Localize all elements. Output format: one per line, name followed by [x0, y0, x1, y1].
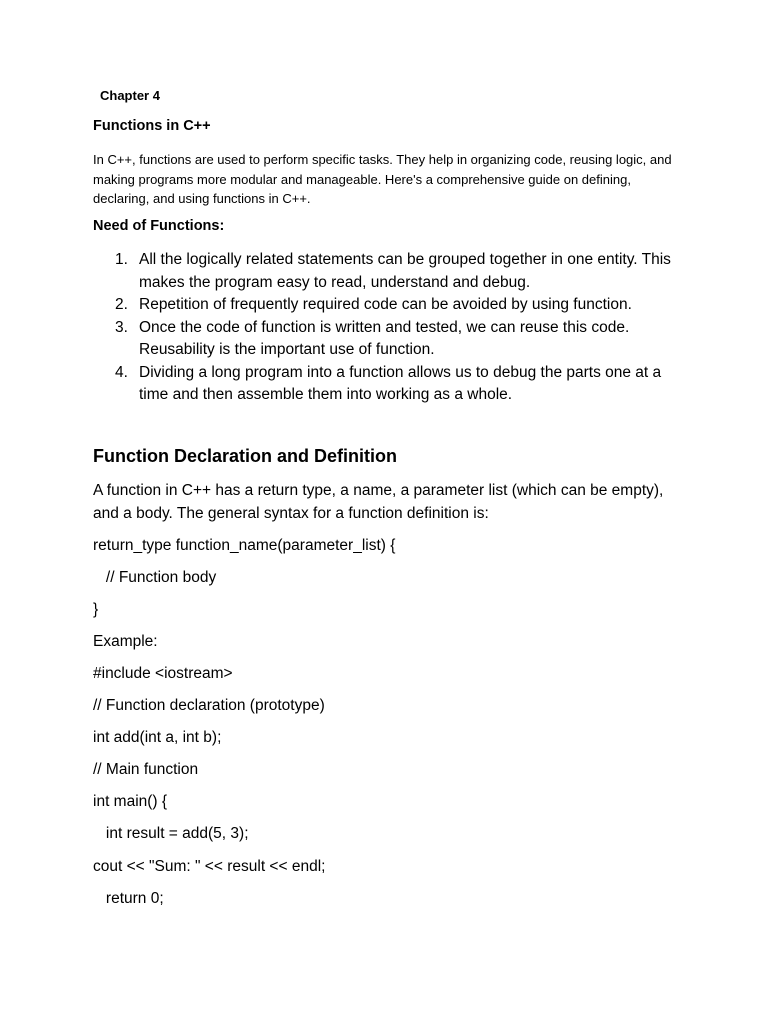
list-item: [93, 362, 683, 407]
chapter-label: Chapter 4: [100, 88, 160, 103]
code-line: int add(int a, int b);: [93, 729, 222, 746]
section-heading-declaration: Function Declaration and Definition: [93, 446, 398, 466]
list-item: [93, 294, 683, 317]
list-item-text: Repetition of frequently required code can be avoided by using function.: [139, 296, 632, 313]
intro-paragraph: In C++, functions are used to perform specific tasks. They help in organizing code, reusing logic, and making programs more modular and manageable. Here's a comprehensive guide on defining, declaring, and using functions in C++.: [93, 152, 672, 206]
need-list: [93, 249, 683, 407]
section-heading-functions: Functions in C++: [93, 118, 211, 134]
code-line: return 0;: [93, 890, 164, 907]
list-item-text: Once the code of function is written and tested, we can reuse this code. Reusability is the important use of function.: [139, 318, 630, 358]
list-item-text: All the logically related statements can be grouped together in one entity. This makes the program easy to read, understand and debug.: [139, 251, 671, 291]
code-line: }: [93, 601, 99, 618]
list-item: [93, 317, 683, 362]
list-item-number: 1.: [115, 251, 128, 268]
code-line: Example:: [93, 633, 158, 650]
list-item-number: 4.: [115, 363, 128, 381]
list-item-number: 3.: [115, 318, 128, 336]
code-line: return_type function_name(parameter_list) {: [93, 537, 396, 554]
list-item: [93, 249, 683, 294]
code-line: cout << "Sum: " << result << endl;: [93, 858, 326, 875]
code-line: int main() {: [93, 793, 168, 810]
declaration-paragraph: A function in C++ has a return type, a name, a parameter list (which can be empty), and a body. The general syntax for a function definition is:: [93, 482, 664, 522]
list-item-number: 2.: [115, 296, 128, 313]
list-item-text: Dividing a long program into a function allows us to debug the parts one at a time and then assemble them into working as a whole.: [139, 363, 662, 403]
code-line: int result = add(5, 3);: [93, 825, 249, 842]
code-line: // Main function: [93, 761, 199, 778]
code-line: #include <iostream>: [93, 665, 233, 682]
code-line: // Function declaration (prototype): [93, 697, 325, 714]
section-heading-need: Need of Functions:: [93, 218, 225, 234]
code-line: // Function body: [93, 569, 217, 586]
